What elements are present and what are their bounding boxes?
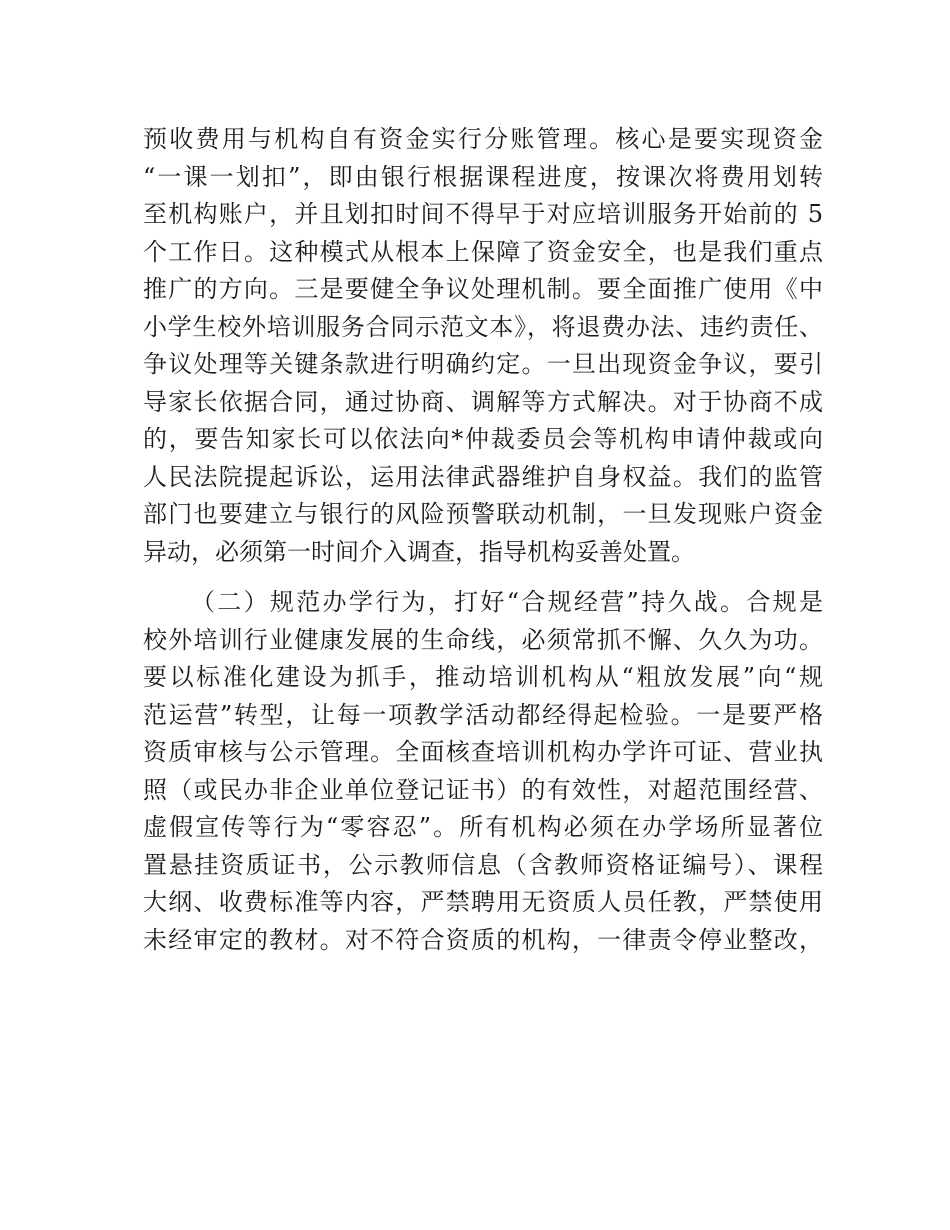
text-line: “一课一划扣”，即由银行根据课程进度，按课次将费用划转 bbox=[143, 162, 823, 191]
text-line: 推广的方向。三是要健全争议处理机制。要全面推广使用《中 bbox=[143, 275, 823, 303]
text-line: 置悬挂资质证书，公示教师信息（含教师资格证编号）、课程 bbox=[143, 850, 823, 879]
paragraph-fund-supervision bbox=[143, 121, 823, 571]
text-line: 人民法院提起诉讼，运用法律武器维护自身权益。我们的监管 bbox=[143, 462, 823, 491]
text-line: 异动，必须第一时间介入调查，指导机构妥善处置。 bbox=[143, 537, 695, 566]
paragraph-spacer bbox=[143, 571, 823, 584]
text-line: 个工作日。这种模式从根本上保障了资金安全，也是我们重点 bbox=[143, 237, 823, 266]
text-line: 照（或民办非企业单位登记证书）的有效性，对超范围经营、 bbox=[143, 775, 823, 804]
body-text bbox=[143, 121, 823, 959]
text-line: 导家长依据合同，通过协商、调解等方式解决。对于协商不成 bbox=[143, 387, 823, 416]
text-line: 的，要告知家长可以依法向*仲裁委员会等机构申请仲裁或向 bbox=[143, 425, 823, 453]
text-line: 至机构账户，并且划扣时间不得早于对应培训服务开始前的 5 bbox=[143, 200, 823, 228]
text-line: 预收费用与机构自有资金实行分账管理。核心是要实现资金 bbox=[143, 125, 823, 153]
paragraph-compliance bbox=[143, 584, 823, 959]
text-line: 校外培训行业健康发展的生命线，必须常抓不懈、久久为功。 bbox=[143, 625, 823, 654]
text-line: 小学生校外培训服务合同示范文本》，将退费办法、违约责任、 bbox=[143, 312, 823, 341]
text-line: 范运营”转型，让每一项教学活动都经得起检验。一是要严格 bbox=[143, 700, 823, 729]
text-line: 争议处理等关键条款进行明确约定。一旦出现资金争议，要引 bbox=[143, 350, 823, 378]
text-line: 未经审定的教材。对不符合资质的机构，一律责令停业整改， bbox=[143, 925, 823, 954]
section-heading-line: （二）规范办学行为，打好“合规经营”持久战。合规是 bbox=[191, 588, 823, 616]
text-line: 要以标准化建设为抓手，推动培训机构从“粗放发展”向“规 bbox=[143, 663, 823, 691]
text-line: 部门也要建立与银行的风险预警联动机制，一旦发现账户资金 bbox=[143, 500, 823, 528]
text-line: 大纲、收费标准等内容，严禁聘用无资质人员任教，严禁使用 bbox=[143, 888, 823, 916]
text-line: 资质审核与公示管理。全面核查培训机构办学许可证、营业执 bbox=[143, 738, 823, 766]
text-line: 虚假宣传等行为“零容忍”。所有机构必须在办学场所显著位 bbox=[143, 813, 823, 841]
